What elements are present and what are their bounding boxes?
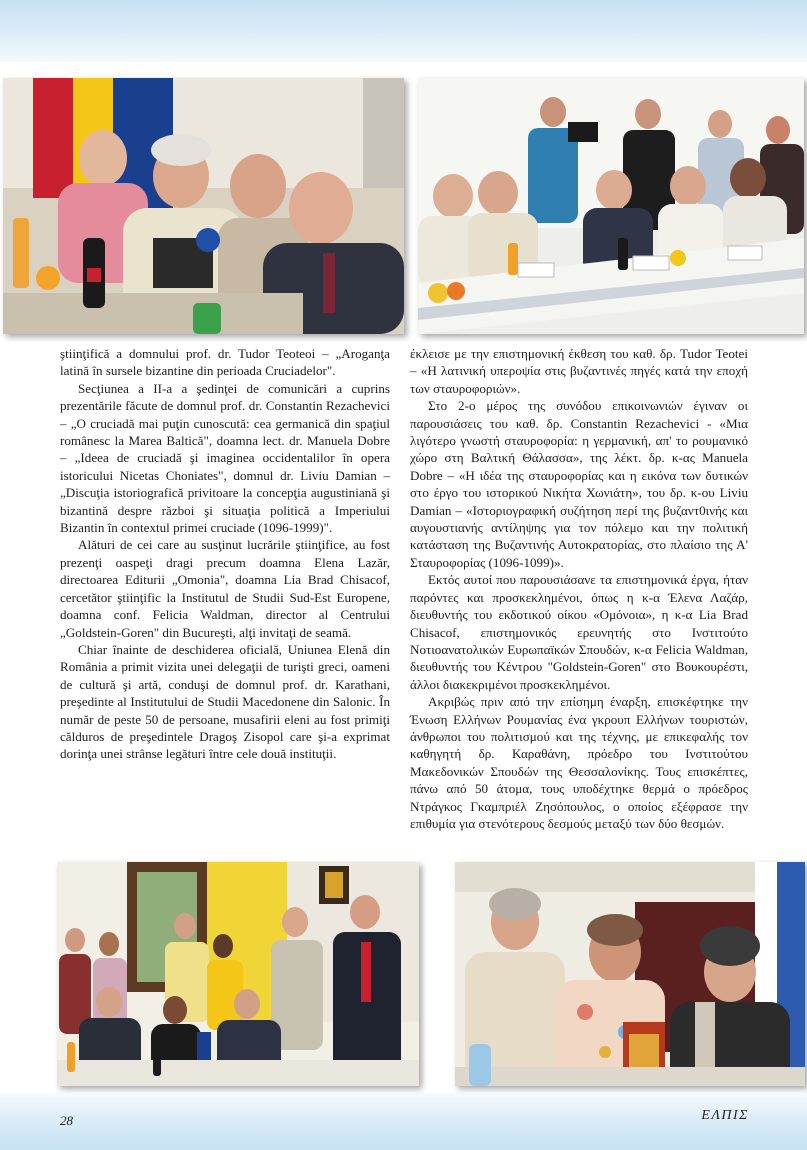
photo-conference-panel bbox=[3, 78, 404, 334]
photo-women-attendees bbox=[455, 862, 805, 1086]
ro-paragraph-1: ştiinţifică a domnului prof. dr. Tudor Teoteoi – „Aroganţa latină în sursele bizantine din perioada Cruciadelor". bbox=[60, 346, 390, 379]
el-paragraph-2: Στο 2-ο μέρος της συνόδου επικοινωνιών έγιναν οι παρουσιάσεις του καθ. δρ. Constantin Rezachevici - «Μια λιγότερο γνωστή σταυροφορία: η γερμανική, απ' το ρουμανικό χώρο στη Βαλτική Θάλασσα», της λέκτ. δρ. κ-ας Manuela Dobre – «Η ιδέα της σταυροφορίας και η εικόνα των δυτικών στο έργο του ιστορικού Νικήτα Χωνιάτη», του δρ. κ-ου Liviu Damian – «Ιστοριογραφική συζήτηση περί της βυζαντ0ινής και αυγουστιανής αντίληψης για τον πόλεμο και την πολιτική κατάσταση της Βυζαντινής Αυτοκρατορίας, στο πλαίσιο της Α' Σταυροφορίας (1096-1099)». bbox=[410, 398, 748, 570]
el-paragraph-1: έκλεισε με την επιστημονική έκθεση του καθ. δρ. Tudor Teotei – «Η λατινική υπεροψία στις βυζαντινές πηγές κατά την εποχή των σταυροφοριών». bbox=[410, 346, 748, 396]
ro-paragraph-2: Secţiunea a II-a a şedinţei de comunicări a cuprins prezentările făcute de domnul prof. dr. Constantin Rezachevici – „O cruciadă mai puţin cunoscută: cea germanică din spaţiul românesc la Marea Baltică", doamna lect. dr. Manuela Dobre – „Ideea de cruciadă şi imaginea occidentalilor în opera istoricului Nicetas Choniates", domnul dr. Liviu Damian – „Discuţia istoriografică privitoare la concepţia augustiniană şi bizantină despre război şi situaţia politică a Imperiului Bizantin în contextul primei cruciade (1096-1999)". bbox=[60, 380, 390, 536]
photo-audience-photographers bbox=[418, 78, 804, 334]
column-romanian bbox=[60, 345, 390, 855]
column-greek bbox=[410, 345, 748, 855]
el-paragraph-3: Εκτός αυτοί που παρουσιάσανε τα επιστημονικά έργα, ήταν παρόντες και προσκεκλημένοι, όπως η κ-α Έλενα Λαζάρ, διευθυντής του εκδοτικού οίκου «Ομόνοια», η κ-α Lia Brad Chisacof, επιστημονικός ερευνητής στο Ινστιτούτο Νοτιοανατολικών Ευρωπαϊκών Σπουδών, κ-α Felicia Waldman, διευθυντής του Κέντρου "Goldstein-Goren" στο Βουκουρέστι, άλλοι διακεκριμένοι προσκεκλημένοι. bbox=[410, 572, 748, 692]
page-number: 28 bbox=[60, 1113, 73, 1128]
ro-paragraph-4: Chiar înainte de deschiderea oficială, Uniunea Elenă din România a primit vizita unei delegaţii de turişti greci, oameni de cultură şi artă, conduşi de domnul prof. dr. Karathani, preşedinte al Institutului de Studii Macedonene din Salonic. În număr de peste 50 de persoane, musafirii eleni au fost primiţi călduros de preşedintele Dragoş Zisopol care şi-a exprimat dorinţa unei strânse legături între cele două instituţii. bbox=[60, 641, 390, 762]
el-paragraph-4: Ακριβώς πριν από την επίσημη έναρξη, επισκέφτηκε την Ένωση Ελλήνων Ρουμανίας ένα γκρουπ Ελλήνων τουριστών, άνθρωποι του πολιτισμού και της τέχνης, με επικεφαλής τον καθηγητή δρ. Καραθάνη, πρόεδρο του Ινστιτούτου Μακεδονικών Σπουδών της Θεσσαλονίκης. Τους επισκέπτες, πάνω από 50 άτομα, τους υποδέχτηκε θερμά ο πρόεδρος Ντράγκος Γκαμπριέλ Ζησόπουλος, ο οποίος εξέφρασε την επιθυμία για στενότερους δεσμούς μεταξύ των δύο θεσμών. bbox=[410, 694, 748, 831]
header-band bbox=[0, 0, 807, 62]
ro-paragraph-3: Alături de cei care au susţinut lucrările ştiinţifice, au fost prezenţi oaspeţi dragi precum doamna Elena Lazăr, directoarea Editurii „Omonia", doamna Lia Brad Chisacof, cercetător ştiinţific la Institutul de Studii Sud-Est Europene, doamna conf. Felicia Waldman, director al Centrului „Goldstein-Goren" din Bucureşti, alţi invitaţi de seamă. bbox=[60, 537, 390, 640]
photo-delegation-visit bbox=[57, 862, 419, 1086]
footer-band bbox=[0, 1093, 807, 1150]
journal-name: ΕΛΠΙΣ bbox=[701, 1108, 749, 1123]
